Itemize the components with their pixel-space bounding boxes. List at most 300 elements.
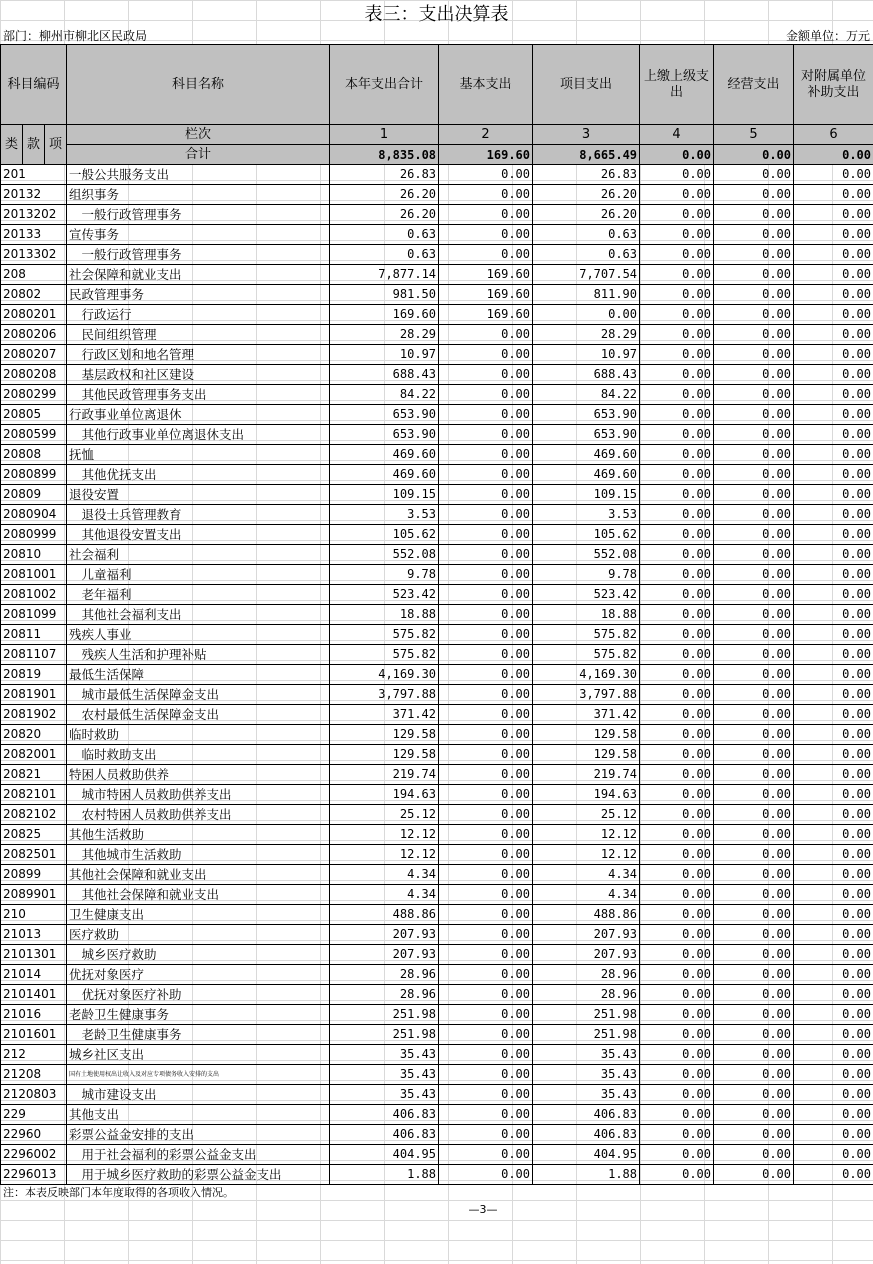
row-subsidy: 0.00 (794, 765, 873, 785)
row-total: 981.50 (330, 285, 439, 305)
row-total: 0.63 (330, 245, 439, 265)
row-upper: 0.00 (640, 1005, 714, 1025)
table-row (1, 965, 873, 985)
table-row (1, 865, 873, 885)
row-business: 0.00 (714, 645, 794, 665)
table-row (1, 765, 873, 785)
row-name: 抚恤 (67, 445, 330, 465)
row-basic: 0.00 (439, 425, 533, 445)
row-business: 0.00 (714, 405, 794, 425)
row-subsidy: 0.00 (794, 165, 873, 185)
row-business: 0.00 (714, 745, 794, 765)
row-upper: 0.00 (640, 985, 714, 1005)
row-code: 208 (1, 265, 67, 285)
row-subsidy: 0.00 (794, 925, 873, 945)
header-business: 经营支出 (714, 45, 794, 125)
row-code: 20809 (1, 485, 67, 505)
row-project: 84.22 (533, 385, 640, 405)
row-subsidy: 0.00 (794, 405, 873, 425)
table-row (1, 525, 873, 545)
row-subsidy: 0.00 (794, 825, 873, 845)
header-kuan: 款 (23, 125, 45, 165)
table-row (1, 485, 873, 505)
row-upper: 0.00 (640, 545, 714, 565)
row-upper: 0.00 (640, 665, 714, 685)
row-name: 优抚对象医疗补助 (67, 985, 330, 1005)
row-name: 特困人员救助供养 (67, 765, 330, 785)
table-row (1, 1025, 873, 1045)
table-row (1, 545, 873, 565)
row-name: 民间组织管理 (67, 325, 330, 345)
header-total: 本年支出合计 (330, 45, 439, 125)
row-total: 9.78 (330, 565, 439, 585)
row-basic: 0.00 (439, 1025, 533, 1045)
row-subsidy: 0.00 (794, 965, 873, 985)
row-project: 523.42 (533, 585, 640, 605)
row-basic: 0.00 (439, 445, 533, 465)
row-total: 28.96 (330, 985, 439, 1005)
row-subsidy: 0.00 (794, 1145, 873, 1165)
row-business: 0.00 (714, 465, 794, 485)
row-business: 0.00 (714, 785, 794, 805)
row-upper: 0.00 (640, 505, 714, 525)
table-row (1, 1145, 873, 1165)
row-subsidy: 0.00 (794, 985, 873, 1005)
row-code: 20808 (1, 445, 67, 465)
row-total: 35.43 (330, 1065, 439, 1085)
row-upper: 0.00 (640, 425, 714, 445)
row-code: 2296013 (1, 1165, 67, 1185)
row-total: 406.83 (330, 1105, 439, 1125)
row-basic: 0.00 (439, 1125, 533, 1145)
row-basic: 0.00 (439, 505, 533, 525)
row-project: 35.43 (533, 1045, 640, 1065)
row-business: 0.00 (714, 385, 794, 405)
row-code: 2089901 (1, 885, 67, 905)
header-name: 科目名称 (67, 45, 330, 125)
row-basic: 0.00 (439, 925, 533, 945)
row-basic: 0.00 (439, 365, 533, 385)
row-business: 0.00 (714, 205, 794, 225)
row-business: 0.00 (714, 965, 794, 985)
table-row (1, 805, 873, 825)
row-business: 0.00 (714, 1085, 794, 1105)
row-basic: 0.00 (439, 465, 533, 485)
row-upper: 0.00 (640, 1065, 714, 1085)
row-subsidy: 0.00 (794, 685, 873, 705)
row-basic: 0.00 (439, 685, 533, 705)
row-name: 临时救助支出 (67, 745, 330, 765)
sum-total: 8,835.08 (330, 145, 439, 165)
row-total: 12.12 (330, 825, 439, 845)
table-row (1, 585, 873, 605)
row-subsidy: 0.00 (794, 505, 873, 525)
row-name: 医疗救助 (67, 925, 330, 945)
row-business: 0.00 (714, 265, 794, 285)
row-subsidy: 0.00 (794, 565, 873, 585)
row-total: 207.93 (330, 945, 439, 965)
row-upper: 0.00 (640, 525, 714, 545)
row-code: 21016 (1, 1005, 67, 1025)
row-code: 2101301 (1, 945, 67, 965)
row-project: 4.34 (533, 885, 640, 905)
row-upper: 0.00 (640, 365, 714, 385)
row-business: 0.00 (714, 605, 794, 625)
row-code: 2081901 (1, 685, 67, 705)
row-basic: 0.00 (439, 225, 533, 245)
row-upper: 0.00 (640, 205, 714, 225)
row-upper: 0.00 (640, 1045, 714, 1065)
row-project: 653.90 (533, 425, 640, 445)
row-basic: 0.00 (439, 625, 533, 645)
row-subsidy: 0.00 (794, 185, 873, 205)
row-code: 2080206 (1, 325, 67, 345)
row-business: 0.00 (714, 165, 794, 185)
row-code: 20821 (1, 765, 67, 785)
row-upper: 0.00 (640, 225, 714, 245)
row-name: 行政事业单位离退休 (67, 405, 330, 425)
row-project: 404.95 (533, 1145, 640, 1165)
row-upper: 0.00 (640, 645, 714, 665)
row-total: 406.83 (330, 1125, 439, 1145)
table-row (1, 1085, 873, 1105)
row-total: 469.60 (330, 445, 439, 465)
row-business: 0.00 (714, 285, 794, 305)
row-business: 0.00 (714, 1145, 794, 1165)
row-code: 20811 (1, 625, 67, 645)
row-code: 20133 (1, 225, 67, 245)
row-total: 0.63 (330, 225, 439, 245)
table-row (1, 445, 873, 465)
table-row (1, 165, 873, 185)
row-project: 469.60 (533, 445, 640, 465)
row-name: 一般行政管理事务 (67, 205, 330, 225)
row-business: 0.00 (714, 525, 794, 545)
row-business: 0.00 (714, 225, 794, 245)
row-subsidy: 0.00 (794, 1005, 873, 1025)
row-name: 临时救助 (67, 725, 330, 745)
row-code: 2080201 (1, 305, 67, 325)
table-row (1, 225, 873, 245)
row-upper: 0.00 (640, 1085, 714, 1105)
row-total: 105.62 (330, 525, 439, 545)
row-business: 0.00 (714, 945, 794, 965)
row-total: 194.63 (330, 785, 439, 805)
row-total: 26.20 (330, 185, 439, 205)
row-subsidy: 0.00 (794, 865, 873, 885)
row-business: 0.00 (714, 925, 794, 945)
row-basic: 0.00 (439, 905, 533, 925)
row-total: 404.95 (330, 1145, 439, 1165)
row-code: 2082101 (1, 785, 67, 805)
row-name: 社会福利 (67, 545, 330, 565)
row-project: 207.93 (533, 945, 640, 965)
row-name: 行政区划和地名管理 (67, 345, 330, 365)
row-total: 28.29 (330, 325, 439, 345)
footnote: 注：本表反映部门本年度取得的各项收入情况。 (3, 1186, 234, 1199)
row-code: 2081099 (1, 605, 67, 625)
row-basic: 0.00 (439, 1005, 533, 1025)
sum-upper: 0.00 (640, 145, 714, 165)
row-business: 0.00 (714, 845, 794, 865)
table-row (1, 325, 873, 345)
row-subsidy: 0.00 (794, 1085, 873, 1105)
header-class: 类 (1, 125, 23, 165)
row-project: 105.62 (533, 525, 640, 545)
row-name: 残疾人事业 (67, 625, 330, 645)
row-subsidy: 0.00 (794, 305, 873, 325)
row-project: 26.83 (533, 165, 640, 185)
table-row (1, 705, 873, 725)
header-col6: 6 (794, 125, 873, 145)
row-project: 488.86 (533, 905, 640, 925)
table-row (1, 945, 873, 965)
row-total: 4.34 (330, 885, 439, 905)
row-code: 2080904 (1, 505, 67, 525)
row-name: 一般行政管理事务 (67, 245, 330, 265)
row-basic: 0.00 (439, 325, 533, 345)
row-business: 0.00 (714, 1105, 794, 1125)
row-business: 0.00 (714, 245, 794, 265)
row-upper: 0.00 (640, 1025, 714, 1045)
row-project: 28.96 (533, 965, 640, 985)
row-code: 212 (1, 1045, 67, 1065)
row-code: 20805 (1, 405, 67, 425)
row-code: 2081107 (1, 645, 67, 665)
row-business: 0.00 (714, 1025, 794, 1045)
table-row (1, 985, 873, 1005)
row-name: 其他城市生活救助 (67, 845, 330, 865)
row-code: 20132 (1, 185, 67, 205)
row-code: 2013302 (1, 245, 67, 265)
table-row (1, 425, 873, 445)
row-total: 25.12 (330, 805, 439, 825)
row-subsidy: 0.00 (794, 585, 873, 605)
row-name: 其他生活救助 (67, 825, 330, 845)
header-upper: 上缴上级支出 (640, 45, 714, 125)
row-upper: 0.00 (640, 305, 714, 325)
row-name: 组织事务 (67, 185, 330, 205)
row-basic: 0.00 (439, 765, 533, 785)
row-total: 653.90 (330, 425, 439, 445)
row-project: 251.98 (533, 1005, 640, 1025)
row-upper: 0.00 (640, 1125, 714, 1145)
row-upper: 0.00 (640, 445, 714, 465)
row-name: 其他优抚支出 (67, 465, 330, 485)
sum-business: 0.00 (714, 145, 794, 165)
row-code: 210 (1, 905, 67, 925)
row-subsidy: 0.00 (794, 645, 873, 665)
row-project: 129.58 (533, 745, 640, 765)
row-project: 28.96 (533, 985, 640, 1005)
row-name: 一般公共服务支出 (67, 165, 330, 185)
row-name: 老年福利 (67, 585, 330, 605)
row-basic: 0.00 (439, 405, 533, 425)
table-row (1, 405, 873, 425)
row-total: 552.08 (330, 545, 439, 565)
row-code: 2080899 (1, 465, 67, 485)
table-row (1, 605, 873, 625)
row-code: 2082001 (1, 745, 67, 765)
row-upper: 0.00 (640, 845, 714, 865)
row-code: 20825 (1, 825, 67, 845)
row-project: 9.78 (533, 565, 640, 585)
row-name: 残疾人生活和护理补贴 (67, 645, 330, 665)
row-basic: 0.00 (439, 805, 533, 825)
row-name: 宣传事务 (67, 225, 330, 245)
table-row (1, 625, 873, 645)
header-col1: 1 (330, 125, 439, 145)
row-basic: 0.00 (439, 165, 533, 185)
row-basic: 0.00 (439, 785, 533, 805)
row-code: 20819 (1, 665, 67, 685)
row-basic: 0.00 (439, 345, 533, 365)
row-subsidy: 0.00 (794, 845, 873, 865)
row-total: 26.20 (330, 205, 439, 225)
row-code: 2081902 (1, 705, 67, 725)
header-basic: 基本支出 (439, 45, 533, 125)
row-subsidy: 0.00 (794, 465, 873, 485)
row-subsidy: 0.00 (794, 445, 873, 465)
row-basic: 0.00 (439, 1165, 533, 1185)
row-code: 21013 (1, 925, 67, 945)
row-project: 10.97 (533, 345, 640, 365)
row-subsidy: 0.00 (794, 1125, 873, 1145)
table-row (1, 265, 873, 285)
row-subsidy: 0.00 (794, 785, 873, 805)
row-name: 城市最低生活保障金支出 (67, 685, 330, 705)
row-subsidy: 0.00 (794, 1065, 873, 1085)
table-row (1, 1005, 873, 1025)
row-code: 2081002 (1, 585, 67, 605)
row-project: 7,707.54 (533, 265, 640, 285)
row-business: 0.00 (714, 1065, 794, 1085)
row-total: 129.58 (330, 745, 439, 765)
row-project: 0.00 (533, 305, 640, 325)
row-subsidy: 0.00 (794, 225, 873, 245)
row-name: 退役安置 (67, 485, 330, 505)
row-basic: 0.00 (439, 1145, 533, 1165)
row-total: 4.34 (330, 865, 439, 885)
table-row (1, 305, 873, 325)
row-project: 552.08 (533, 545, 640, 565)
row-total: 3,797.88 (330, 685, 439, 705)
row-business: 0.00 (714, 325, 794, 345)
row-total: 523.42 (330, 585, 439, 605)
row-total: 12.12 (330, 845, 439, 865)
row-subsidy: 0.00 (794, 605, 873, 625)
header-col5: 5 (714, 125, 794, 145)
row-basic: 0.00 (439, 1065, 533, 1085)
table-row (1, 745, 873, 765)
row-basic: 169.60 (439, 305, 533, 325)
row-project: 109.15 (533, 485, 640, 505)
row-code: 2101601 (1, 1025, 67, 1045)
page-number: —3— (468, 1203, 498, 1216)
row-total: 10.97 (330, 345, 439, 365)
row-code: 2120803 (1, 1085, 67, 1105)
row-project: 469.60 (533, 465, 640, 485)
row-business: 0.00 (714, 565, 794, 585)
row-code: 2080208 (1, 365, 67, 385)
row-upper: 0.00 (640, 165, 714, 185)
row-total: 1.88 (330, 1165, 439, 1185)
row-business: 0.00 (714, 305, 794, 325)
table-row (1, 565, 873, 585)
row-total: 169.60 (330, 305, 439, 325)
row-upper: 0.00 (640, 805, 714, 825)
header-col4: 4 (640, 125, 714, 145)
row-business: 0.00 (714, 805, 794, 825)
row-upper: 0.00 (640, 745, 714, 765)
row-total: 7,877.14 (330, 265, 439, 285)
row-project: 1.88 (533, 1165, 640, 1185)
sum-subsidy: 0.00 (794, 145, 873, 165)
row-name: 城乡医疗救助 (67, 945, 330, 965)
row-project: 219.74 (533, 765, 640, 785)
table-row (1, 825, 873, 845)
row-code: 2080599 (1, 425, 67, 445)
row-upper: 0.00 (640, 485, 714, 505)
row-upper: 0.00 (640, 725, 714, 745)
row-total: 109.15 (330, 485, 439, 505)
row-name: 其他民政管理事务支出 (67, 385, 330, 405)
row-basic: 0.00 (439, 725, 533, 745)
row-upper: 0.00 (640, 885, 714, 905)
row-project: 18.88 (533, 605, 640, 625)
row-project: 575.82 (533, 645, 640, 665)
row-business: 0.00 (714, 1045, 794, 1065)
row-subsidy: 0.00 (794, 1105, 873, 1125)
row-upper: 0.00 (640, 785, 714, 805)
row-code: 229 (1, 1105, 67, 1125)
row-code: 21208 (1, 1065, 67, 1085)
row-basic: 0.00 (439, 825, 533, 845)
row-project: 26.20 (533, 185, 640, 205)
row-subsidy: 0.00 (794, 905, 873, 925)
row-total: 371.42 (330, 705, 439, 725)
row-basic: 0.00 (439, 605, 533, 625)
row-business: 0.00 (714, 685, 794, 705)
row-basic: 0.00 (439, 1045, 533, 1065)
row-business: 0.00 (714, 345, 794, 365)
row-basic: 0.00 (439, 565, 533, 585)
row-name: 老龄卫生健康事务 (67, 1025, 330, 1045)
header-xiang: 项 (45, 125, 67, 165)
row-name: 优抚对象医疗 (67, 965, 330, 985)
row-upper: 0.00 (640, 945, 714, 965)
row-basic: 0.00 (439, 385, 533, 405)
row-business: 0.00 (714, 985, 794, 1005)
row-upper: 0.00 (640, 605, 714, 625)
row-project: 28.29 (533, 325, 640, 345)
row-code: 2082102 (1, 805, 67, 825)
row-business: 0.00 (714, 1125, 794, 1145)
row-subsidy: 0.00 (794, 745, 873, 765)
row-code: 20810 (1, 545, 67, 565)
row-name: 农村最低生活保障金支出 (67, 705, 330, 725)
row-basic: 0.00 (439, 665, 533, 685)
row-business: 0.00 (714, 545, 794, 565)
row-total: 653.90 (330, 405, 439, 425)
row-basic: 0.00 (439, 205, 533, 225)
header-col3: 3 (533, 125, 640, 145)
row-upper: 0.00 (640, 1165, 714, 1185)
header-subsidy: 对附属单位补助支出 (794, 45, 873, 125)
row-code: 2080999 (1, 525, 67, 545)
row-basic: 0.00 (439, 1085, 533, 1105)
row-business: 0.00 (714, 705, 794, 725)
